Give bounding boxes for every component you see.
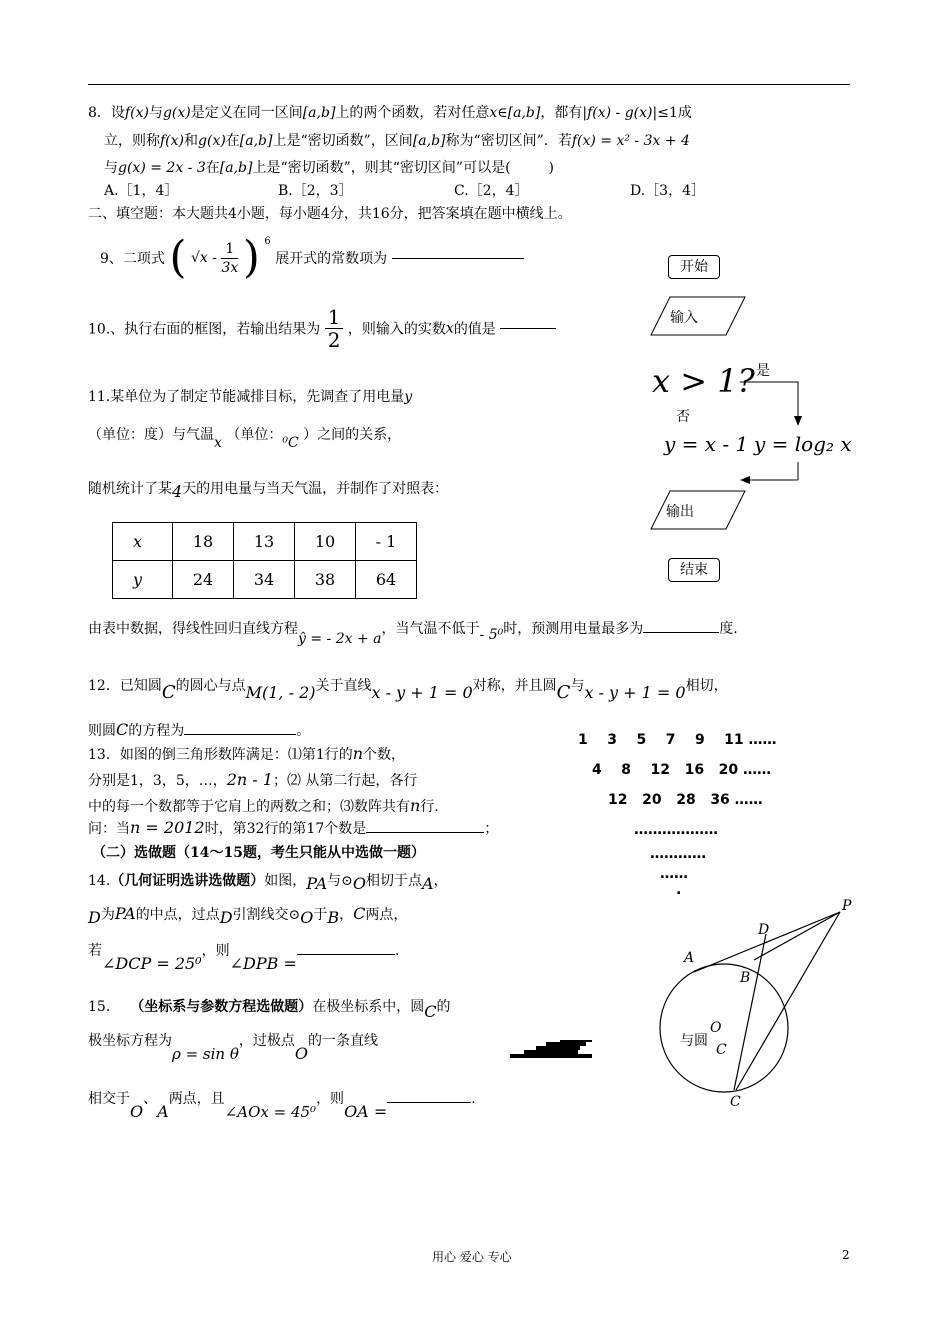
q15-staircase-artifact (510, 1040, 592, 1060)
q13-line4: 问：当n = 2012时，第32行的第17个数是 ； (88, 818, 499, 837)
triangle-row-6: …… (660, 866, 688, 882)
q8-option-d: D.［3，4］ (630, 183, 705, 199)
table-header-y: y (113, 561, 173, 599)
q9: 9、二项式 ( √x - $\frac{1}{3x}$ ) $^6$ 展开式的常数项为 (100, 236, 524, 288)
footer-motto: 用心 爱心 专心 (432, 1250, 512, 1264)
q10-answer-blank (500, 328, 556, 329)
flowchart-end: 结束 (668, 558, 720, 582)
triangle-row-2: 4 8 12 16 20 …… (592, 762, 772, 778)
q8-line1: 8．设f(x)与g(x)是定义在同一区间[a,b]上的两个函数，若对任意x∈[a,b]，都有|f(x) - g(x)|≤1成 (88, 105, 692, 121)
q12-line2: 则圆C的方程为 。 (88, 720, 311, 739)
q15-line3: 相交于O、A两点，且∠AOx = 45⁰，则OA =. (88, 1091, 476, 1121)
q8-option-b: B.［2，3］ (278, 183, 353, 199)
flowchart-no: 否 (676, 409, 690, 425)
q11-line4: 由表中数据，得线性回归直线方程ŷ = - 2x + a，当气温不低于- 5⁰时，预测用电量最多为 度. (88, 621, 738, 647)
flowchart-condition: x > 1? (652, 362, 755, 400)
figure-label-o: O (710, 1020, 722, 1036)
header-rule (88, 84, 850, 85)
flowchart-output-shape (650, 490, 746, 530)
q13-line3: 中的每一个数都等于它肩上的两数之和；⑶数阵共有n行. (88, 796, 439, 815)
q14-line3: 若∠DCP = 25⁰，则∠DPB =. (88, 943, 400, 973)
q14-line2: D为PA的中点，过点D引割线交⊙O于B，C两点， (88, 904, 408, 927)
flowchart-branch-yes: y = log₂ x (754, 432, 852, 456)
table-cell: - 1 (356, 523, 417, 561)
table-cell: 24 (173, 561, 234, 599)
section-fill-in-heading: 二、填空题：本大题共4小题，每小题4分，共16分，把答案填在题中横线上。 (88, 206, 572, 222)
flowchart-input-label: 输入 (670, 310, 698, 326)
circle-o (660, 964, 788, 1092)
q10: 10.、执行右面的框图，若输出结果为 $\frac{1}{2}$ ，则输入的实数x的值是 (88, 306, 556, 356)
q12-line1: 12．已知圆C的圆心与点M(1, - 2)关于直线x - y + 1 = 0对称，并且圆C与x - y + 1 = 0相切， (88, 678, 728, 703)
q13-line2: 分别是1，3，5，…，2n - 1；⑵ 从第二行起，各行 (88, 770, 418, 789)
q12-answer-blank (184, 734, 296, 735)
q8-option-a: A.［1，4］ (104, 183, 179, 199)
figure-overlap-text: 与圆 (680, 1033, 708, 1049)
triangle-row-5: ………… (650, 846, 706, 862)
triangle-row-3: 12 20 28 36 …… (608, 792, 763, 808)
q8-line3: 与g(x) = 2x - 3在[a,b]上是“密切函数”，则其“密切区间”可以是( ) (104, 160, 555, 176)
q14-answer-blank (297, 954, 395, 955)
q13-answer-blank (366, 832, 484, 833)
section-optional-heading: （二）选做题（14～15题，考生只能从中选做一题） (92, 845, 425, 861)
figure-label-b: B (740, 970, 751, 986)
page-number: 2 (842, 1248, 850, 1262)
table-cell: 38 (295, 561, 356, 599)
table-header-x: x (113, 523, 173, 561)
q11-line1: 11.某单位为了制定节能减排目标，先调查了用电量y (88, 389, 413, 405)
q8-option-c: C.［2，4］ (454, 183, 529, 199)
triangle-row-7: . (676, 882, 682, 898)
flowchart-branch-no: y = x - 1 (664, 432, 749, 456)
table-cell: 10 (295, 523, 356, 561)
table-row (113, 523, 417, 561)
flowchart-yes: 是 (756, 363, 770, 379)
q9-answer-blank (392, 258, 524, 259)
table-cell: 64 (356, 561, 417, 599)
flowchart-input-shape (650, 296, 746, 336)
table-cell: 13 (234, 523, 295, 561)
q8-line2: 立，则称f(x)和g(x)在[a,b]上是“密切函数”，区间[a,b]称为“密切区间”．若f(x) = x² - 3x + 4 (104, 133, 690, 149)
q13-line1: 13．如图的倒三角形数阵满足：⑴第1行的n个数， (88, 744, 406, 763)
table-cell: 18 (173, 523, 234, 561)
figure-label-p: P (842, 898, 852, 914)
q11-answer-blank (643, 632, 719, 633)
triangle-row-4: ……………… (634, 822, 718, 838)
q15-answer-blank (387, 1102, 471, 1103)
table-cell: 34 (234, 561, 295, 599)
q15-line2: 极坐标方程为ρ = sin θ，过极点O的一条直线 (88, 1033, 379, 1063)
figure-label-a: A (684, 950, 695, 966)
flowchart-start: 开始 (668, 255, 720, 279)
q14-line1: 14.（几何证明选讲选做题）如图，PA与⊙O相切于点A， (88, 873, 448, 893)
flowchart-output-label: 输出 (666, 504, 694, 520)
table-row (113, 561, 417, 599)
figure-label-c: C (730, 1094, 741, 1110)
triangle-row-1: 1 3 5 7 9 11 …… (578, 732, 777, 748)
q11-line2: （单位：度）与气温x （单位：⁰C ）之间的关系， (88, 427, 402, 451)
q11-line3: 随机统计了某4天的用电量与当天气温，并制作了对照表： (88, 481, 449, 501)
q15-line1: 15. （坐标系与参数方程选做题）在极坐标系中，圆C的 (88, 999, 451, 1021)
q11-data-table (112, 522, 417, 599)
figure-label-c-center: C (716, 1042, 727, 1058)
figure-label-d: D (758, 922, 770, 938)
